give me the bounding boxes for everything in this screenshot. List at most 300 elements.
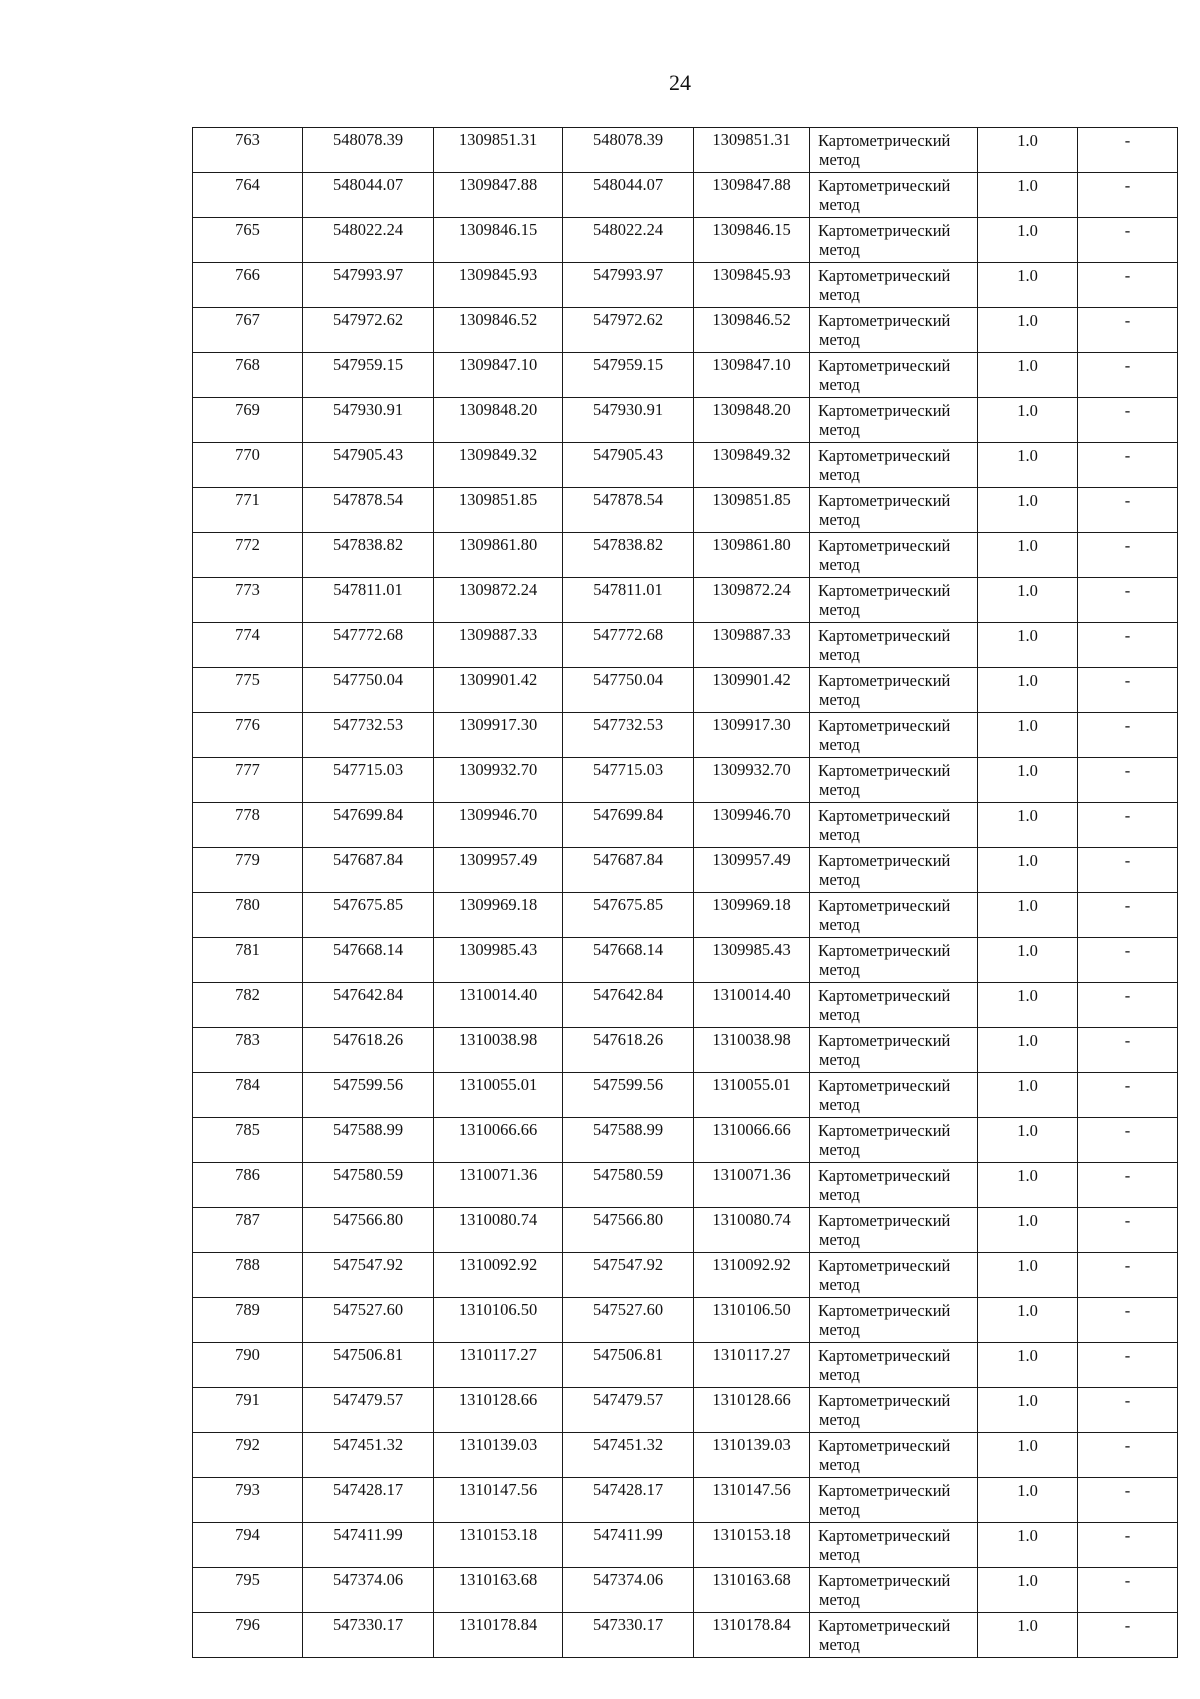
cell-method	[810, 983, 978, 1028]
cell-accuracy: 1.0	[978, 1073, 1078, 1118]
method-line-2: метод	[819, 1545, 860, 1564]
cell-method	[810, 308, 978, 353]
method-line-2: метод	[819, 1275, 860, 1294]
cell-point-number: 782	[193, 983, 303, 1028]
cell-x-coordinate: 547687.84	[303, 848, 434, 893]
cell-accuracy: 1.0	[978, 848, 1078, 893]
cell-x-coordinate-new: 547451.32	[563, 1433, 694, 1478]
cell-x-coordinate-new: 547972.62	[563, 308, 694, 353]
cell-method	[810, 1253, 978, 1298]
cell-point-number: 765	[193, 218, 303, 263]
method-line-2: метод	[819, 1140, 860, 1159]
cell-x-coordinate: 547330.17	[303, 1613, 434, 1658]
cell-accuracy: 1.0	[978, 1163, 1078, 1208]
cell-y-coordinate-new: 1310092.92	[694, 1253, 810, 1298]
cell-accuracy: 1.0	[978, 1523, 1078, 1568]
cell-x-coordinate: 547599.56	[303, 1073, 434, 1118]
cell-accuracy: 1.0	[978, 1028, 1078, 1073]
method-line-1: Картометрический	[818, 1481, 951, 1500]
cell-x-coordinate-new: 547527.60	[563, 1298, 694, 1343]
cell-x-coordinate-new: 547959.15	[563, 353, 694, 398]
method-line-2: метод	[819, 195, 860, 214]
cell-point-number: 783	[193, 1028, 303, 1073]
cell-method	[810, 1118, 978, 1163]
method-line-2: метод	[819, 1455, 860, 1474]
cell-note: -	[1078, 623, 1178, 668]
cell-point-number: 796	[193, 1613, 303, 1658]
method-line-2: метод	[819, 375, 860, 394]
method-line-2: метод	[819, 915, 860, 934]
method-line-2: метод	[819, 330, 860, 349]
cell-method	[810, 1028, 978, 1073]
cell-x-coordinate: 547506.81	[303, 1343, 434, 1388]
cell-note: -	[1078, 488, 1178, 533]
cell-y-coordinate: 1309917.30	[434, 713, 563, 758]
cell-y-coordinate-new: 1309846.52	[694, 308, 810, 353]
cell-y-coordinate-new: 1309887.33	[694, 623, 810, 668]
method-line-2: метод	[819, 825, 860, 844]
cell-x-coordinate-new: 547993.97	[563, 263, 694, 308]
table-row	[193, 758, 1178, 803]
method-line-2: метод	[819, 870, 860, 889]
table-body	[193, 128, 1178, 1658]
method-line-1: Картометрический	[818, 1616, 951, 1635]
cell-accuracy: 1.0	[978, 1613, 1078, 1658]
cell-x-coordinate-new: 547588.99	[563, 1118, 694, 1163]
cell-x-coordinate: 547618.26	[303, 1028, 434, 1073]
cell-point-number: 778	[193, 803, 303, 848]
cell-x-coordinate: 547699.84	[303, 803, 434, 848]
table-row	[193, 1388, 1178, 1433]
cell-method	[810, 1073, 978, 1118]
cell-y-coordinate-new: 1309957.49	[694, 848, 810, 893]
cell-note: -	[1078, 1208, 1178, 1253]
method-line-1: Картометрический	[818, 941, 951, 960]
cell-y-coordinate: 1309985.43	[434, 938, 563, 983]
method-line-1: Картометрический	[818, 1166, 951, 1185]
cell-note: -	[1078, 1163, 1178, 1208]
method-line-2: метод	[819, 780, 860, 799]
table-row	[193, 173, 1178, 218]
cell-point-number: 788	[193, 1253, 303, 1298]
cell-x-coordinate: 547838.82	[303, 533, 434, 578]
cell-y-coordinate: 1309851.85	[434, 488, 563, 533]
cell-method	[810, 1523, 978, 1568]
method-line-1: Картометрический	[818, 986, 951, 1005]
cell-note: -	[1078, 848, 1178, 893]
cell-y-coordinate-new: 1310117.27	[694, 1343, 810, 1388]
cell-method	[810, 938, 978, 983]
cell-x-coordinate: 547972.62	[303, 308, 434, 353]
cell-x-coordinate-new: 547428.17	[563, 1478, 694, 1523]
cell-note: -	[1078, 983, 1178, 1028]
method-line-1: Картометрический	[818, 896, 951, 915]
method-line-2: метод	[819, 1410, 860, 1429]
cell-x-coordinate-new: 547838.82	[563, 533, 694, 578]
method-line-2: метод	[819, 960, 860, 979]
cell-note: -	[1078, 443, 1178, 488]
cell-y-coordinate: 1310153.18	[434, 1523, 563, 1568]
cell-accuracy: 1.0	[978, 1433, 1078, 1478]
method-line-2: метод	[819, 510, 860, 529]
cell-y-coordinate-new: 1310147.56	[694, 1478, 810, 1523]
table-row	[193, 1028, 1178, 1073]
cell-method	[810, 173, 978, 218]
cell-y-coordinate: 1309846.15	[434, 218, 563, 263]
method-line-1: Картометрический	[818, 1346, 951, 1365]
cell-y-coordinate: 1310106.50	[434, 1298, 563, 1343]
cell-note: -	[1078, 1388, 1178, 1433]
cell-note: -	[1078, 668, 1178, 713]
cell-accuracy: 1.0	[978, 1388, 1078, 1433]
cell-x-coordinate-new: 547811.01	[563, 578, 694, 623]
cell-method	[810, 1613, 978, 1658]
cell-point-number: 785	[193, 1118, 303, 1163]
cell-x-coordinate-new: 547732.53	[563, 713, 694, 758]
cell-y-coordinate: 1310178.84	[434, 1613, 563, 1658]
cell-y-coordinate-new: 1310080.74	[694, 1208, 810, 1253]
cell-point-number: 777	[193, 758, 303, 803]
method-line-1: Картометрический	[818, 1076, 951, 1095]
cell-x-coordinate-new: 547668.14	[563, 938, 694, 983]
cell-x-coordinate: 547732.53	[303, 713, 434, 758]
cell-point-number: 774	[193, 623, 303, 668]
cell-point-number: 790	[193, 1343, 303, 1388]
table-row	[193, 1433, 1178, 1478]
method-line-2: метод	[819, 1500, 860, 1519]
cell-y-coordinate: 1310128.66	[434, 1388, 563, 1433]
method-line-2: метод	[819, 1050, 860, 1069]
method-line-1: Картометрический	[818, 806, 951, 825]
cell-note: -	[1078, 533, 1178, 578]
cell-note: -	[1078, 803, 1178, 848]
cell-y-coordinate: 1309848.20	[434, 398, 563, 443]
cell-y-coordinate-new: 1309848.20	[694, 398, 810, 443]
cell-x-coordinate: 547547.92	[303, 1253, 434, 1298]
method-line-2: метод	[819, 1635, 860, 1654]
cell-accuracy: 1.0	[978, 578, 1078, 623]
cell-method	[810, 1433, 978, 1478]
method-line-1: Картометрический	[818, 1211, 951, 1230]
cell-x-coordinate-new: 547675.85	[563, 893, 694, 938]
table-row	[193, 353, 1178, 398]
cell-point-number: 768	[193, 353, 303, 398]
cell-method	[810, 1388, 978, 1433]
cell-x-coordinate-new: 547878.54	[563, 488, 694, 533]
cell-method	[810, 848, 978, 893]
cell-y-coordinate-new: 1309901.42	[694, 668, 810, 713]
cell-y-coordinate: 1310014.40	[434, 983, 563, 1028]
cell-x-coordinate-new: 547905.43	[563, 443, 694, 488]
method-line-2: метод	[819, 600, 860, 619]
method-line-1: Картометрический	[818, 671, 951, 690]
method-line-2: метод	[819, 1590, 860, 1609]
cell-x-coordinate: 547993.97	[303, 263, 434, 308]
cell-x-coordinate-new: 547750.04	[563, 668, 694, 713]
table-row	[193, 713, 1178, 758]
cell-point-number: 771	[193, 488, 303, 533]
cell-y-coordinate: 1309872.24	[434, 578, 563, 623]
table-row	[193, 1478, 1178, 1523]
cell-point-number: 784	[193, 1073, 303, 1118]
cell-y-coordinate-new: 1309861.80	[694, 533, 810, 578]
cell-accuracy: 1.0	[978, 443, 1078, 488]
cell-note: -	[1078, 1343, 1178, 1388]
cell-y-coordinate-new: 1310014.40	[694, 983, 810, 1028]
cell-x-coordinate-new: 548078.39	[563, 128, 694, 173]
cell-x-coordinate: 547642.84	[303, 983, 434, 1028]
cell-point-number: 792	[193, 1433, 303, 1478]
cell-y-coordinate: 1309969.18	[434, 893, 563, 938]
cell-y-coordinate: 1310080.74	[434, 1208, 563, 1253]
cell-y-coordinate: 1309846.52	[434, 308, 563, 353]
cell-note: -	[1078, 1568, 1178, 1613]
table-row	[193, 623, 1178, 668]
cell-y-coordinate-new: 1309847.88	[694, 173, 810, 218]
cell-y-coordinate-new: 1309985.43	[694, 938, 810, 983]
table-row	[193, 1073, 1178, 1118]
cell-note: -	[1078, 893, 1178, 938]
cell-x-coordinate-new: 547699.84	[563, 803, 694, 848]
cell-method	[810, 1343, 978, 1388]
cell-point-number: 773	[193, 578, 303, 623]
table-row	[193, 1343, 1178, 1388]
cell-accuracy: 1.0	[978, 713, 1078, 758]
cell-x-coordinate: 547588.99	[303, 1118, 434, 1163]
cell-method	[810, 128, 978, 173]
table-row	[193, 848, 1178, 893]
cell-accuracy: 1.0	[978, 668, 1078, 713]
cell-note: -	[1078, 1613, 1178, 1658]
cell-accuracy: 1.0	[978, 173, 1078, 218]
cell-y-coordinate-new: 1310163.68	[694, 1568, 810, 1613]
cell-x-coordinate: 547715.03	[303, 758, 434, 803]
cell-y-coordinate-new: 1309872.24	[694, 578, 810, 623]
cell-y-coordinate: 1310117.27	[434, 1343, 563, 1388]
cell-x-coordinate-new: 547715.03	[563, 758, 694, 803]
cell-y-coordinate-new: 1309917.30	[694, 713, 810, 758]
cell-y-coordinate: 1309847.88	[434, 173, 563, 218]
cell-point-number: 794	[193, 1523, 303, 1568]
method-line-2: метод	[819, 240, 860, 259]
cell-point-number: 795	[193, 1568, 303, 1613]
cell-x-coordinate: 547750.04	[303, 668, 434, 713]
cell-x-coordinate-new: 547930.91	[563, 398, 694, 443]
cell-y-coordinate-new: 1310128.66	[694, 1388, 810, 1433]
cell-note: -	[1078, 938, 1178, 983]
method-line-1: Картометрический	[818, 1526, 951, 1545]
cell-x-coordinate: 547811.01	[303, 578, 434, 623]
method-line-2: метод	[819, 420, 860, 439]
cell-x-coordinate: 547479.57	[303, 1388, 434, 1433]
cell-x-coordinate: 547374.06	[303, 1568, 434, 1613]
table-row	[193, 308, 1178, 353]
cell-note: -	[1078, 578, 1178, 623]
cell-x-coordinate: 547527.60	[303, 1298, 434, 1343]
cell-x-coordinate: 547451.32	[303, 1433, 434, 1478]
method-line-1: Картометрический	[818, 176, 951, 195]
cell-method	[810, 1478, 978, 1523]
cell-method	[810, 758, 978, 803]
cell-note: -	[1078, 128, 1178, 173]
cell-accuracy: 1.0	[978, 353, 1078, 398]
cell-y-coordinate: 1309887.33	[434, 623, 563, 668]
cell-method	[810, 668, 978, 713]
method-line-1: Картометрический	[818, 1031, 951, 1050]
cell-y-coordinate: 1309861.80	[434, 533, 563, 578]
cell-y-coordinate: 1310163.68	[434, 1568, 563, 1613]
cell-y-coordinate-new: 1310106.50	[694, 1298, 810, 1343]
cell-y-coordinate-new: 1310139.03	[694, 1433, 810, 1478]
cell-x-coordinate-new: 547547.92	[563, 1253, 694, 1298]
table-row	[193, 128, 1178, 173]
method-line-1: Картометрический	[818, 851, 951, 870]
method-line-1: Картометрический	[818, 401, 951, 420]
cell-x-coordinate: 547675.85	[303, 893, 434, 938]
method-line-1: Картометрический	[818, 446, 951, 465]
cell-y-coordinate: 1309932.70	[434, 758, 563, 803]
method-line-1: Картометрический	[818, 1391, 951, 1410]
cell-point-number: 793	[193, 1478, 303, 1523]
method-line-1: Картометрический	[818, 761, 951, 780]
cell-accuracy: 1.0	[978, 398, 1078, 443]
method-line-1: Картометрический	[818, 356, 951, 375]
cell-accuracy: 1.0	[978, 1298, 1078, 1343]
method-line-1: Картометрический	[818, 1256, 951, 1275]
cell-y-coordinate-new: 1310153.18	[694, 1523, 810, 1568]
cell-x-coordinate-new: 547618.26	[563, 1028, 694, 1073]
cell-method	[810, 353, 978, 398]
cell-x-coordinate: 547566.80	[303, 1208, 434, 1253]
cell-accuracy: 1.0	[978, 488, 1078, 533]
cell-y-coordinate: 1310071.36	[434, 1163, 563, 1208]
cell-point-number: 779	[193, 848, 303, 893]
method-line-2: метод	[819, 735, 860, 754]
table-row	[193, 1253, 1178, 1298]
table-row	[193, 1163, 1178, 1208]
cell-point-number: 786	[193, 1163, 303, 1208]
cell-note: -	[1078, 1028, 1178, 1073]
cell-point-number: 769	[193, 398, 303, 443]
cell-method	[810, 1298, 978, 1343]
cell-x-coordinate: 547428.17	[303, 1478, 434, 1523]
cell-point-number: 789	[193, 1298, 303, 1343]
cell-x-coordinate: 548022.24	[303, 218, 434, 263]
cell-y-coordinate-new: 1309847.10	[694, 353, 810, 398]
cell-x-coordinate: 548078.39	[303, 128, 434, 173]
cell-x-coordinate-new: 547506.81	[563, 1343, 694, 1388]
cell-accuracy: 1.0	[978, 938, 1078, 983]
cell-x-coordinate-new: 548022.24	[563, 218, 694, 263]
cell-y-coordinate: 1309849.32	[434, 443, 563, 488]
cell-y-coordinate-new: 1309846.15	[694, 218, 810, 263]
cell-y-coordinate-new: 1309969.18	[694, 893, 810, 938]
cell-point-number: 787	[193, 1208, 303, 1253]
cell-point-number: 770	[193, 443, 303, 488]
cell-x-coordinate-new: 547411.99	[563, 1523, 694, 1568]
cell-note: -	[1078, 1478, 1178, 1523]
table-row	[193, 218, 1178, 263]
method-line-1: Картометрический	[818, 536, 951, 555]
table-row	[193, 488, 1178, 533]
method-line-2: метод	[819, 1320, 860, 1339]
method-line-1: Картометрический	[818, 311, 951, 330]
coordinates-table	[192, 127, 1178, 1658]
table-row	[193, 893, 1178, 938]
cell-point-number: 764	[193, 173, 303, 218]
cell-x-coordinate-new: 547580.59	[563, 1163, 694, 1208]
method-line-1: Картометрический	[818, 716, 951, 735]
cell-y-coordinate: 1310092.92	[434, 1253, 563, 1298]
cell-x-coordinate: 547772.68	[303, 623, 434, 668]
cell-y-coordinate-new: 1310178.84	[694, 1613, 810, 1658]
cell-x-coordinate-new: 547479.57	[563, 1388, 694, 1433]
cell-x-coordinate-new: 547330.17	[563, 1613, 694, 1658]
cell-method	[810, 1568, 978, 1613]
cell-method	[810, 263, 978, 308]
cell-x-coordinate-new: 548044.07	[563, 173, 694, 218]
method-line-2: метод	[819, 555, 860, 574]
cell-x-coordinate: 547668.14	[303, 938, 434, 983]
method-line-1: Картометрический	[818, 491, 951, 510]
method-line-2: метод	[819, 1095, 860, 1114]
method-line-2: метод	[819, 1230, 860, 1249]
method-line-2: метод	[819, 1185, 860, 1204]
cell-point-number: 791	[193, 1388, 303, 1433]
cell-accuracy: 1.0	[978, 533, 1078, 578]
method-line-2: метод	[819, 645, 860, 664]
cell-y-coordinate: 1310066.66	[434, 1118, 563, 1163]
cell-x-coordinate-new: 547642.84	[563, 983, 694, 1028]
cell-x-coordinate-new: 547599.56	[563, 1073, 694, 1118]
cell-note: -	[1078, 1073, 1178, 1118]
cell-note: -	[1078, 173, 1178, 218]
cell-method	[810, 443, 978, 488]
cell-point-number: 780	[193, 893, 303, 938]
method-line-1: Картометрический	[818, 1301, 951, 1320]
cell-method	[810, 533, 978, 578]
cell-accuracy: 1.0	[978, 1478, 1078, 1523]
cell-accuracy: 1.0	[978, 1208, 1078, 1253]
method-line-1: Картометрический	[818, 581, 951, 600]
method-line-1: Картометрический	[818, 266, 951, 285]
cell-accuracy: 1.0	[978, 623, 1078, 668]
method-line-2: метод	[819, 690, 860, 709]
cell-note: -	[1078, 353, 1178, 398]
cell-note: -	[1078, 1433, 1178, 1478]
cell-y-coordinate-new: 1309932.70	[694, 758, 810, 803]
cell-y-coordinate: 1309847.10	[434, 353, 563, 398]
cell-method	[810, 713, 978, 758]
cell-y-coordinate: 1309851.31	[434, 128, 563, 173]
table-row	[193, 938, 1178, 983]
cell-note: -	[1078, 713, 1178, 758]
cell-accuracy: 1.0	[978, 803, 1078, 848]
table-row	[193, 983, 1178, 1028]
method-line-1: Картометрический	[818, 626, 951, 645]
cell-method	[810, 1163, 978, 1208]
table-row	[193, 1118, 1178, 1163]
cell-method	[810, 578, 978, 623]
cell-note: -	[1078, 308, 1178, 353]
cell-accuracy: 1.0	[978, 893, 1078, 938]
cell-y-coordinate-new: 1310055.01	[694, 1073, 810, 1118]
cell-y-coordinate-new: 1310071.36	[694, 1163, 810, 1208]
cell-accuracy: 1.0	[978, 1343, 1078, 1388]
cell-y-coordinate-new: 1310038.98	[694, 1028, 810, 1073]
table-row	[193, 1208, 1178, 1253]
cell-note: -	[1078, 1118, 1178, 1163]
